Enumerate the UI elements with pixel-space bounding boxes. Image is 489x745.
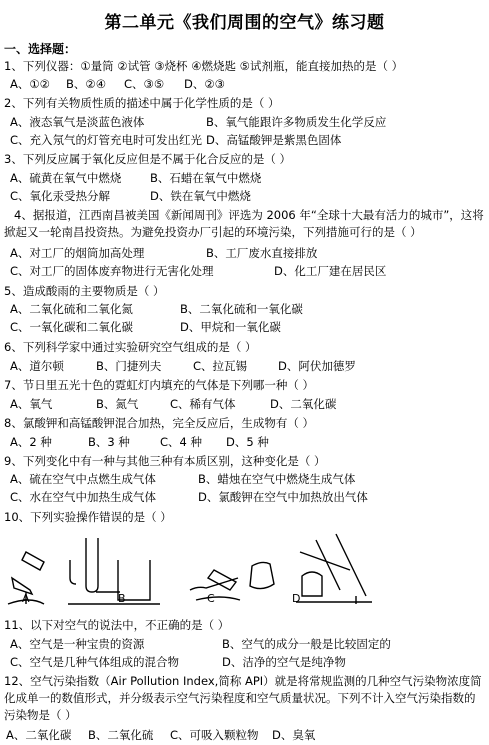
figure-label-d: D — [292, 592, 301, 605]
figure-c-icon — [190, 562, 274, 600]
figure-label-a: A — [22, 592, 30, 605]
question-8: 8、氯酸钾和高锰酸钾混合加热，完全反应后，生成物有（ ） — [4, 416, 314, 430]
q3-option-b: B、石蜡在氧气中燃烧 — [150, 171, 262, 185]
q8-option-d: D、5 种 — [226, 435, 269, 449]
figure-b-icon — [68, 538, 160, 604]
q2-option-a: A、液态氧气是淡蓝色液体 — [10, 115, 145, 129]
q5-option-d: D、甲烷和一氧化碳 — [180, 320, 281, 334]
q12-option-c: C、可吸入颗粒物 — [170, 728, 259, 742]
q6-option-b: B、门捷列夫 — [96, 359, 162, 373]
q3-option-a: A、硫黄在氧气中燃烧 — [10, 171, 122, 185]
question-4: 4、据报道，江西南昌被美国《新闻周刊》评选为 2006 年“全球十大最有活力的城市”，这将掀起又一轮南昌投资热。为避免投资办厂引起的环境污染，下列措施可行的是（ ） — [4, 208, 484, 239]
q11-option-d: D、洁净的空气是纯净物 — [222, 655, 346, 669]
q5-option-b: B、二氧化硫和一氧化碳 — [180, 302, 303, 316]
q4-option-c: C、对工厂的固体废弃物进行无害化处理 — [10, 264, 214, 278]
q7-option-a: A、氧气 — [10, 397, 53, 411]
q9-option-c: C、水在空气中加热生成气体 — [10, 490, 157, 504]
question-5: 5、造成酸雨的主要物质是（ ） — [4, 284, 165, 298]
experiment-figures — [0, 530, 489, 610]
q8-option-c: C、4 种 — [160, 435, 203, 449]
q7-option-b: B、氮气 — [96, 397, 139, 411]
question-9: 9、下列变化中有一种与其他三种有本质区别，这种变化是（ ） — [4, 454, 326, 468]
figure-label-b: B — [118, 592, 126, 605]
q7-option-c: C、稀有气体 — [170, 397, 236, 411]
question-6: 6、下列科学家中通过实验研究空气组成的是（ ） — [4, 340, 257, 354]
q11-option-a: A、空气是一种宝贵的资源 — [10, 637, 145, 651]
question-1: 1、下列仪器：①量筒 ②试管 ③烧杯 ④燃烧匙 ⑤试剂瓶，能直接加热的是（ ） — [4, 59, 404, 73]
q2-option-b: B、氧气能跟许多物质发生化学反应 — [206, 115, 387, 129]
question-2: 2、下列有关物质性质的描述中属于化学性质的是（ ） — [4, 96, 280, 110]
q2-option-c: C、充入氖气的灯管充电时可发出红光 — [10, 133, 203, 147]
q11-option-c: C、空气是几种气体组成的混合物 — [10, 655, 180, 669]
q12-option-b: B、二氧化硫 — [88, 728, 154, 742]
q1-option-c: C、③⑤ — [124, 77, 165, 91]
q1-option-b: B、②④ — [66, 77, 107, 91]
q5-option-c: C、一氧化碳和二氧化碳 — [10, 320, 134, 334]
q1-option-a: A、①② — [10, 77, 50, 91]
figure-d-icon — [296, 534, 372, 604]
question-11: 11、以下对空气的说法中，不正确的是（ ） — [4, 618, 230, 632]
q9-option-a: A、硫在空气中点燃生成气体 — [10, 472, 156, 486]
figure-label-c: C — [207, 592, 215, 605]
q8-option-b: B、3 种 — [88, 435, 130, 449]
q3-option-c: C、氧化汞受热分解 — [10, 189, 111, 203]
q8-option-a: A、2 种 — [10, 435, 52, 449]
q1-option-d: D、②③ — [184, 77, 225, 91]
q6-option-a: A、道尔顿 — [10, 359, 64, 373]
q3-option-d: D、铁在氧气中燃烧 — [150, 189, 251, 203]
q2-option-d: D、高锰酸钾是紫黑色固体 — [206, 133, 342, 147]
q11-option-b: B、空气的成分一般是比较固定的 — [222, 637, 391, 651]
page-title: 第二单元《我们周围的空气》练习题 — [104, 13, 385, 33]
q6-option-c: C、拉瓦锡 — [193, 359, 248, 373]
q5-option-a: A、二氧化硫和二氧化氮 — [10, 302, 133, 316]
q9-option-d: D、氯酸钾在空气中加热放出气体 — [198, 490, 368, 504]
question-12: 12、空气污染指数（Air Pollution Index,简称 API）就是将常规监测的几种空气污染物浓度简化成单一的数值形式，并分级表示空气污染程度和空气质量状况。下列不计入空气污染指数的污染物是（ ） — [4, 674, 482, 722]
section-heading: 一、选择题： — [4, 42, 77, 56]
q4-option-d: D、化工厂建在居民区 — [274, 264, 387, 278]
q12-option-d: D、臭氧 — [272, 728, 316, 742]
q12-option-a: A、二氧化碳 — [6, 728, 72, 742]
question-7: 7、节日里五光十色的霓虹灯内填充的气体是下列哪一种（ ） — [4, 378, 314, 392]
question-3: 3、下列反应属于氧化反应但是不属于化合反应的是（ ） — [4, 152, 291, 166]
q6-option-d: D、阿伏加德罗 — [278, 359, 356, 373]
q4-option-a: A、对工厂的烟筒加高处理 — [10, 246, 145, 260]
q9-option-b: B、蜡烛在空气中燃烧生成气体 — [198, 472, 356, 486]
q4-option-b: B、工厂废水直接排放 — [206, 246, 318, 260]
q7-option-d: D、二氧化碳 — [270, 397, 337, 411]
question-10: 10、下列实验操作错误的是（ ） — [4, 510, 172, 524]
